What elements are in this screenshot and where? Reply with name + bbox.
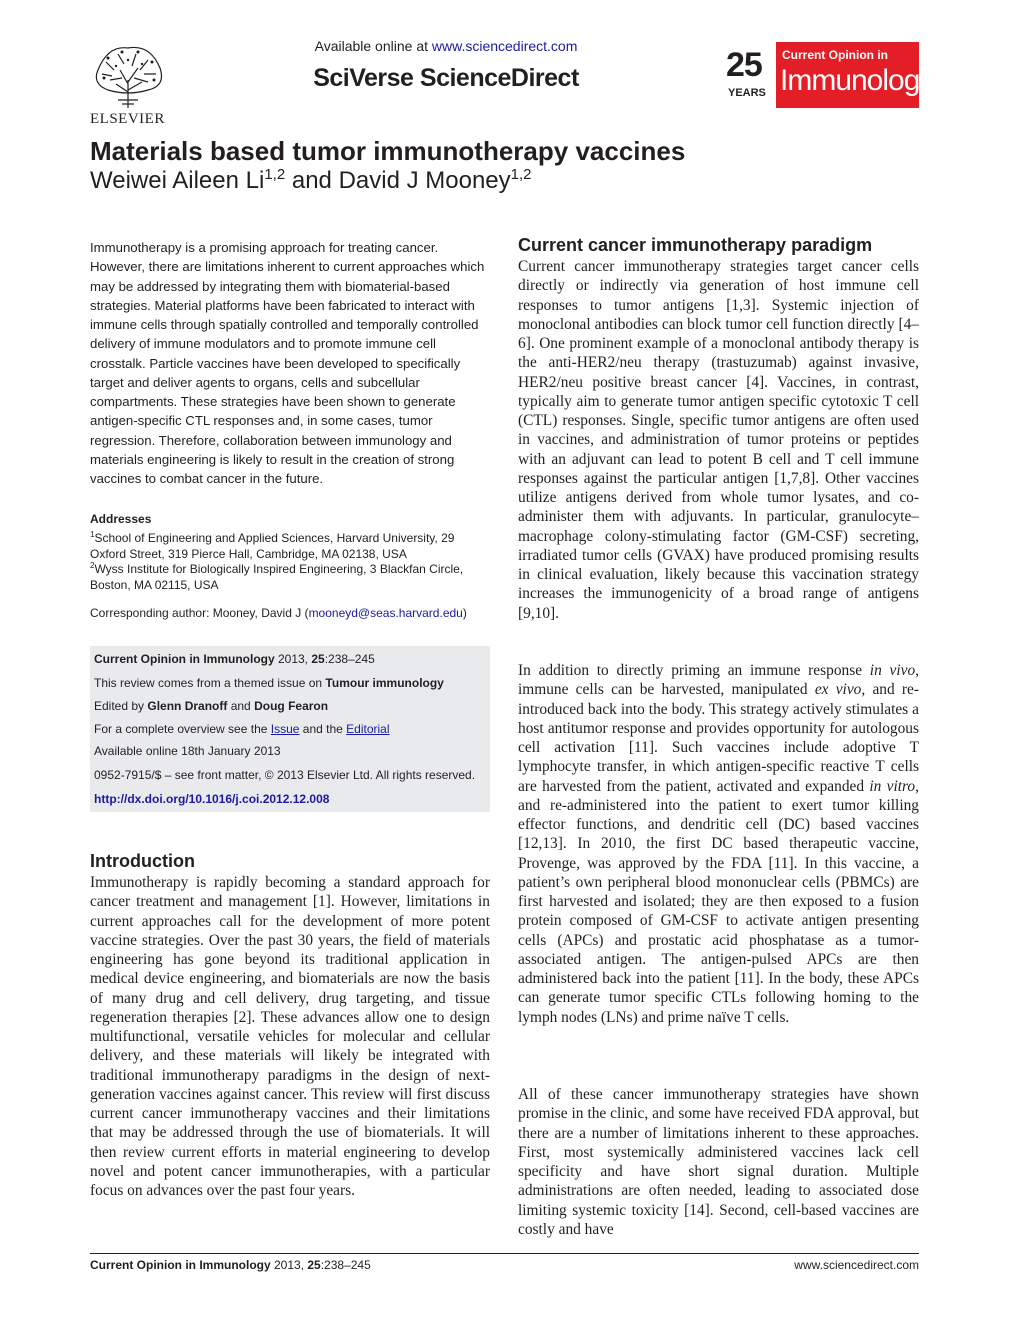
doi-link[interactable]: http://dx.doi.org/10.1016/j.coi.2012.12.008 xyxy=(94,792,330,806)
info-copyright: 0952-7915/$ – see front matter, © 2013 Elsevier Ltd. All rights reserved. xyxy=(94,768,476,782)
article-info-box xyxy=(90,646,490,812)
sciencedirect-link[interactable]: www.sciencedirect.com xyxy=(431,38,578,54)
address-2-text: Wyss Institute for Biologically Inspired Engineering, 3 Blackfan Circle, Boston, MA 02115, USA xyxy=(90,562,464,592)
info-editors xyxy=(94,699,328,713)
p2-part-c: , and re-introduced back into the body. This strategy actively stimulates a host antitumor response and provides opportunity for autologous cell activation [11]. Such vaccines include adoptive T lymphocyte transfer, in which antigen-specific reactive T cells are harvested from the patient, activated and expanded xyxy=(518,681,919,795)
introduction-paragraph: Immunotherapy is rapidly becoming a standard approach for cancer treatment and management [1]. However, limitations in current approaches call for the development of more potent vaccine strategies. Over the past 30 years, the field of materials engineering has gone beyond its traditional application in medical device engineering, and biomaterials are now the basis of many drug and cell delivery, drug targeting, and tissue regeneration therapies [2]. These advances allow one to design multifunctional, versatile vehicles for molecular and cellular delivery, and these materials will likely be integrated with traditional immunotherapy paradigms in the design of next-generation vaccines against cancer. This review will first discuss current cancer immunotherapy vaccines and their limitations that may be addressed through the use of biomaterials. It will then review current efforts in material engineering to develop novel and potent cancer immunotherapies, with a particular focus on advances over the past four years. xyxy=(90,874,490,1199)
corresponding-suffix: ) xyxy=(462,606,467,620)
info-theme xyxy=(94,676,444,690)
anniversary-years: YEARS xyxy=(728,87,766,99)
footer-volume: 25 xyxy=(307,1258,321,1272)
paradigm-paragraph-1: Current cancer immunotherapy strategies target cancer cells directly or indirectly via generation of host immune cell responses to tumor antigens [1,3]. Systemic injection of monoclonal antibodies can block tumor cell function directly [4–6]. One prominent example of a monoclonal antibody therapy is the anti-HER2/neu therapy (trastuzumab) against invasive, HER2/neu positive breast cancer [4]. Vaccines, in contrast, typically aim to generate tumor antigen specific cytotoxic T cell (CTL) responses. Single, specific tumor antigens are often used in vaccines, and administration of tumor proteins or peptides with an adjuvant can lead to potent B cell and T cell immune responses against the particular antigen [1,7,8]. Other vaccines utilize antigens derived from whole tumor lysates, and co-administer them with adjuvants. In particular, granulocyte–macrophage colony-stimulating factor (GM-CSF) secreting, irradiated tumor cells (GVAX) have produced promising results in clinical evaluation, likely because this vaccination strategy increases the immunogenicity of a broad range of antigens [9,10]. xyxy=(518,258,919,622)
corresponding-email-link[interactable]: mooneyd@seas.harvard.edu xyxy=(308,606,463,620)
p2-part-a: In addition to directly priming an immune response xyxy=(518,662,870,679)
publisher-name: ELSEVIER xyxy=(90,111,165,127)
info-journal xyxy=(94,652,375,666)
p2-in-vivo: in vivo xyxy=(869,662,916,679)
info-editor-2: Doug Fearon xyxy=(254,699,329,713)
footer-journal: Current Opinion in Immunology xyxy=(90,1258,271,1272)
info-overview-and: and the xyxy=(299,722,347,736)
address-2 xyxy=(90,558,490,593)
corresponding-author xyxy=(90,606,490,620)
paradigm-heading: Current cancer immunotherapy paradigm xyxy=(518,235,873,255)
p2-in-vitro: in vitro xyxy=(869,777,916,795)
journal-badge xyxy=(724,42,934,108)
introduction-heading: Introduction xyxy=(90,851,195,871)
info-edited-and: and xyxy=(227,699,255,713)
info-overview xyxy=(94,722,390,736)
journal-prefix: Current Opinion in xyxy=(782,48,888,62)
p2-part-b: , immune cells can be harvested, manipulated xyxy=(518,662,920,699)
info-journal-year: 2013, xyxy=(274,652,312,666)
info-overview-prefix: For a complete overview see the xyxy=(94,722,271,736)
address-1 xyxy=(90,527,490,562)
info-theme-prefix: This review comes from a themed issue on xyxy=(94,676,326,690)
p2-ex-vivo: ex vivo xyxy=(814,681,862,699)
platform-name: SciVerse ScienceDirect xyxy=(313,64,579,92)
address-1-text: School of Engineering and Applied Sciences, Harvard University, 29 Oxford Street, 319 Pierce Hall, Cambridge, MA 02138, USA xyxy=(90,531,455,561)
footer-year: 2013, xyxy=(270,1258,308,1272)
info-available-date: Available online 18th January 2013 xyxy=(94,744,281,758)
author-2-affiliation: 1,2 xyxy=(510,166,532,183)
paradigm-paragraph-2 xyxy=(518,661,919,1027)
footer-pages: :238–245 xyxy=(320,1258,371,1272)
footer-divider xyxy=(90,1253,919,1254)
journal-title: Immunology xyxy=(780,64,934,97)
info-journal-name: Current Opinion in Immunology xyxy=(94,652,275,666)
issue-link[interactable]: Issue xyxy=(270,722,300,736)
info-journal-volume: 25 xyxy=(311,652,325,666)
info-theme-name: Tumour immunology xyxy=(325,676,444,690)
journal-name-block xyxy=(776,42,934,108)
author-2: David J Mooney xyxy=(338,167,511,194)
addresses-heading: Addresses xyxy=(90,512,152,526)
available-prefix: Available online at xyxy=(314,38,432,54)
footer-citation xyxy=(90,1258,371,1272)
author-1: Weiwei Aileen Li xyxy=(90,167,265,194)
authors-and: and xyxy=(285,167,339,194)
address-2-number: 2 xyxy=(90,561,95,570)
info-edited-prefix: Edited by xyxy=(94,699,148,713)
authors xyxy=(90,166,532,195)
abstract: Immunotherapy is a promising approach for treating cancer. However, there are limitations inherent to current approaches which may be addressed by integrating them with biomaterial-based strategies. Material platforms have been fabricated to interact with immune cells through spatially controlled and temporally controlled delivery of immune modulators and to promote immune cell crosstalk. Particle vaccines have been developed to specifically target and deliver agents to organs, cells and subcellular compartments. These strategies have been shown to generate antigen-specific CTL responses and, in some cases, tumor regression. Therefore, collaboration between immunology and materials engineering is likely to result in the creation of strong vaccines to combat cancer in the future. xyxy=(90,240,485,486)
footer-url[interactable]: www.sciencedirect.com xyxy=(794,1258,919,1272)
paradigm-paragraph-3: All of these cancer immunotherapy strategies have shown promise in the clinic, and some have received FDA approval, but there are a number of limitations inherent to these approaches. First, most systemically administered vaccines lack cell specificity and have short signal duration. Multiple administrations are often needed, leading to associated dose limiting systemic toxicity [14]. Second, cell-based vaccines are costly and have xyxy=(518,1086,919,1238)
info-editor-1: Glenn Dranoff xyxy=(147,699,228,713)
p2-part-d: , and re-administered into the patient to exert tumor killing effector functions, and dendritic cell (DC) based vaccines [12,13]. In 2010, the first DC based therapeutic vaccine, Provenge, was approved by the FDA [11]. In this vaccine, a patient’s own peripheral blood mononuclear cells (PBMCs) are first harvested and isolated; they are then exposed to a fusion protein composed of GM-CSF to activate antigen presenting cells (APCs) and prostatic acid phosphatase as a tumor-associated antigen. The antigen-pulsed APCs are then administered back into the patient [11]. In the body, these APCs can generate tumor specific CTLs following homing to the lymph nodes (LNs) and prime naïve T cells. xyxy=(518,777,919,1026)
info-journal-pages: :238–245 xyxy=(324,652,375,666)
address-1-number: 1 xyxy=(90,530,95,539)
author-1-affiliation: 1,2 xyxy=(264,166,286,183)
anniversary-number: 25 xyxy=(726,46,762,84)
editorial-link[interactable]: Editorial xyxy=(346,722,390,736)
anniversary-mark xyxy=(724,42,776,108)
corresponding-prefix: Corresponding author: Mooney, David J ( xyxy=(90,606,309,620)
article-title: Materials based tumor immunotherapy vaccines xyxy=(90,136,686,166)
